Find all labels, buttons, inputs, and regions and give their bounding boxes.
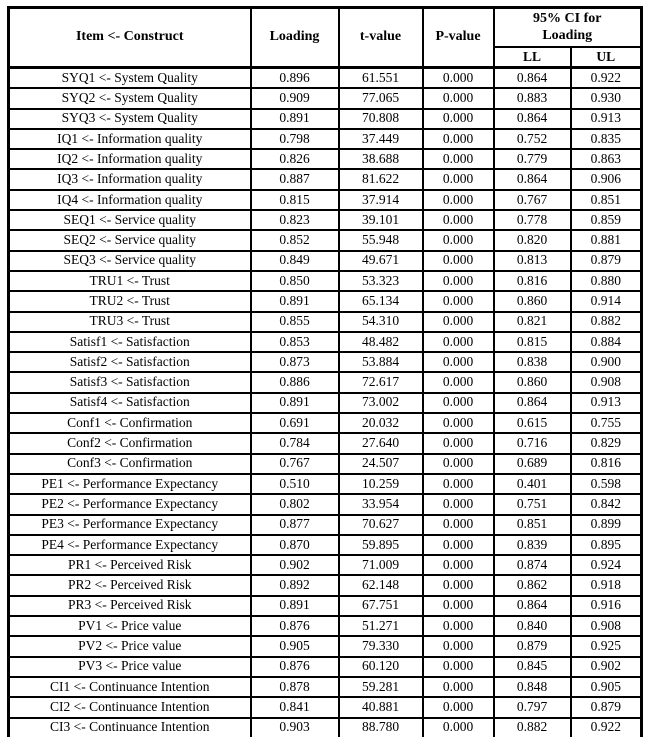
loading-cell: 0.903 [251, 718, 339, 737]
header-row-main [9, 8, 642, 48]
p-value-cell: 0.000 [423, 109, 494, 129]
item-construct-cell: CI2 <- Continuance Intention [9, 697, 251, 717]
ll-cell: 0.851 [494, 515, 571, 535]
ll-cell: 0.820 [494, 230, 571, 250]
t-value-cell: 61.551 [339, 68, 423, 89]
ll-cell: 0.864 [494, 68, 571, 89]
p-value-cell: 0.000 [423, 372, 494, 392]
table-row [9, 413, 642, 433]
loading-cell: 0.850 [251, 271, 339, 291]
t-value-cell: 72.617 [339, 372, 423, 392]
p-value-cell: 0.000 [423, 454, 494, 474]
item-construct-cell: SEQ2 <- Service quality [9, 230, 251, 250]
ll-cell: 0.752 [494, 129, 571, 149]
ll-cell: 0.879 [494, 636, 571, 656]
ll-cell: 0.615 [494, 413, 571, 433]
ll-cell: 0.821 [494, 312, 571, 332]
item-construct-cell: SYQ2 <- System Quality [9, 88, 251, 108]
table-row [9, 718, 642, 737]
p-value-cell: 0.000 [423, 129, 494, 149]
loading-cell: 0.877 [251, 515, 339, 535]
ul-cell: 0.925 [571, 636, 642, 656]
loading-cell: 0.852 [251, 230, 339, 250]
loading-cell: 0.896 [251, 68, 339, 89]
loading-cell: 0.878 [251, 677, 339, 697]
table-body [9, 68, 642, 737]
ul-cell: 0.908 [571, 372, 642, 392]
t-value-cell: 71.009 [339, 555, 423, 575]
t-value-cell: 53.884 [339, 352, 423, 372]
item-construct-cell: SYQ1 <- System Quality [9, 68, 251, 89]
t-value-cell: 48.482 [339, 332, 423, 352]
ll-cell: 0.767 [494, 190, 571, 210]
ll-cell: 0.778 [494, 210, 571, 230]
loading-cell: 0.902 [251, 555, 339, 575]
loading-cell: 0.823 [251, 210, 339, 230]
table-row [9, 149, 642, 169]
t-value-cell: 65.134 [339, 291, 423, 311]
loading-cell: 0.784 [251, 433, 339, 453]
p-value-cell: 0.000 [423, 312, 494, 332]
table-row [9, 190, 642, 210]
p-value-cell: 0.000 [423, 88, 494, 108]
item-construct-cell: Conf2 <- Confirmation [9, 433, 251, 453]
ul-cell: 0.899 [571, 515, 642, 535]
item-construct-cell: IQ2 <- Information quality [9, 149, 251, 169]
item-construct-cell: Conf3 <- Confirmation [9, 454, 251, 474]
p-value-cell: 0.000 [423, 210, 494, 230]
p-value-cell: 0.000 [423, 352, 494, 372]
ul-cell: 0.902 [571, 657, 642, 677]
p-value-cell: 0.000 [423, 596, 494, 616]
loading-cell: 0.841 [251, 697, 339, 717]
item-construct-cell: PV1 <- Price value [9, 616, 251, 636]
ul-cell: 0.879 [571, 251, 642, 271]
ul-cell: 0.913 [571, 393, 642, 413]
col-header-t-value: t-value [339, 8, 423, 68]
item-construct-cell: SEQ3 <- Service quality [9, 251, 251, 271]
ll-cell: 0.716 [494, 433, 571, 453]
ul-cell: 0.900 [571, 352, 642, 372]
ul-cell: 0.842 [571, 494, 642, 514]
item-construct-cell: CI3 <- Continuance Intention [9, 718, 251, 737]
p-value-cell: 0.000 [423, 535, 494, 555]
table-row [9, 109, 642, 129]
t-value-cell: 73.002 [339, 393, 423, 413]
item-construct-cell: PE1 <- Performance Expectancy [9, 474, 251, 494]
ll-cell: 0.874 [494, 555, 571, 575]
loading-cell: 0.767 [251, 454, 339, 474]
ul-cell: 0.916 [571, 596, 642, 616]
table-row [9, 636, 642, 656]
table-row [9, 372, 642, 392]
p-value-cell: 0.000 [423, 474, 494, 494]
ul-cell: 0.863 [571, 149, 642, 169]
table-row [9, 291, 642, 311]
loading-cell: 0.873 [251, 352, 339, 372]
table-row [9, 251, 642, 271]
t-value-cell: 51.271 [339, 616, 423, 636]
ll-cell: 0.864 [494, 596, 571, 616]
item-construct-cell: PR1 <- Perceived Risk [9, 555, 251, 575]
p-value-cell: 0.000 [423, 68, 494, 89]
t-value-cell: 53.323 [339, 271, 423, 291]
item-construct-cell: SEQ1 <- Service quality [9, 210, 251, 230]
table-row [9, 393, 642, 413]
ul-cell: 0.905 [571, 677, 642, 697]
ul-cell: 0.914 [571, 291, 642, 311]
t-value-cell: 40.881 [339, 697, 423, 717]
ll-cell: 0.845 [494, 657, 571, 677]
table-row [9, 657, 642, 677]
ll-cell: 0.797 [494, 697, 571, 717]
ll-cell: 0.860 [494, 291, 571, 311]
t-value-cell: 24.507 [339, 454, 423, 474]
ul-cell: 0.829 [571, 433, 642, 453]
loading-cell: 0.891 [251, 109, 339, 129]
t-value-cell: 67.751 [339, 596, 423, 616]
table-row [9, 616, 642, 636]
table-row [9, 555, 642, 575]
ll-cell: 0.816 [494, 271, 571, 291]
loading-cell: 0.691 [251, 413, 339, 433]
t-value-cell: 55.948 [339, 230, 423, 250]
ul-cell: 0.930 [571, 88, 642, 108]
ll-cell: 0.839 [494, 535, 571, 555]
loading-cell: 0.849 [251, 251, 339, 271]
t-value-cell: 27.640 [339, 433, 423, 453]
p-value-cell: 0.000 [423, 494, 494, 514]
p-value-cell: 0.000 [423, 575, 494, 595]
ll-cell: 0.882 [494, 718, 571, 737]
ll-cell: 0.864 [494, 169, 571, 189]
t-value-cell: 60.120 [339, 657, 423, 677]
t-value-cell: 79.330 [339, 636, 423, 656]
item-construct-cell: SYQ3 <- System Quality [9, 109, 251, 129]
ul-cell: 0.755 [571, 413, 642, 433]
item-construct-cell: Satisf3 <- Satisfaction [9, 372, 251, 392]
ul-cell: 0.913 [571, 109, 642, 129]
col-header-p-value: P-value [423, 8, 494, 68]
loading-cell: 0.892 [251, 575, 339, 595]
item-construct-cell: Conf1 <- Confirmation [9, 413, 251, 433]
ll-cell: 0.838 [494, 352, 571, 372]
item-construct-cell: Satisf2 <- Satisfaction [9, 352, 251, 372]
table-row [9, 68, 642, 89]
table-row [9, 535, 642, 555]
loading-cell: 0.815 [251, 190, 339, 210]
table-row [9, 332, 642, 352]
ll-cell: 0.864 [494, 109, 571, 129]
loading-cell: 0.891 [251, 393, 339, 413]
item-construct-cell: PV3 <- Price value [9, 657, 251, 677]
ul-cell: 0.884 [571, 332, 642, 352]
table-row [9, 169, 642, 189]
t-value-cell: 88.780 [339, 718, 423, 737]
p-value-cell: 0.000 [423, 657, 494, 677]
ul-cell: 0.851 [571, 190, 642, 210]
item-construct-cell: TRU2 <- Trust [9, 291, 251, 311]
col-header-ci-group [494, 8, 642, 48]
table-row [9, 575, 642, 595]
p-value-cell: 0.000 [423, 718, 494, 737]
loading-cell: 0.798 [251, 129, 339, 149]
ul-cell: 0.906 [571, 169, 642, 189]
loading-cell: 0.870 [251, 535, 339, 555]
ul-cell: 0.882 [571, 312, 642, 332]
loading-cell: 0.876 [251, 657, 339, 677]
table-row [9, 697, 642, 717]
ll-cell: 0.860 [494, 372, 571, 392]
item-construct-cell: PE4 <- Performance Expectancy [9, 535, 251, 555]
loading-cell: 0.887 [251, 169, 339, 189]
item-construct-cell: CI1 <- Continuance Intention [9, 677, 251, 697]
ll-cell: 0.848 [494, 677, 571, 697]
t-value-cell: 10.259 [339, 474, 423, 494]
col-header-ll: LL [494, 47, 571, 68]
p-value-cell: 0.000 [423, 332, 494, 352]
t-value-cell: 62.148 [339, 575, 423, 595]
table-row [9, 433, 642, 453]
t-value-cell: 70.627 [339, 515, 423, 535]
p-value-cell: 0.000 [423, 677, 494, 697]
loadings-table [7, 6, 643, 737]
loading-cell: 0.802 [251, 494, 339, 514]
t-value-cell: 54.310 [339, 312, 423, 332]
p-value-cell: 0.000 [423, 169, 494, 189]
t-value-cell: 70.808 [339, 109, 423, 129]
loading-cell: 0.855 [251, 312, 339, 332]
loading-cell: 0.886 [251, 372, 339, 392]
table-row [9, 352, 642, 372]
loading-cell: 0.510 [251, 474, 339, 494]
ll-cell: 0.779 [494, 149, 571, 169]
p-value-cell: 0.000 [423, 515, 494, 535]
ul-cell: 0.881 [571, 230, 642, 250]
p-value-cell: 0.000 [423, 636, 494, 656]
item-construct-cell: PV2 <- Price value [9, 636, 251, 656]
table-row [9, 454, 642, 474]
loading-cell: 0.853 [251, 332, 339, 352]
p-value-cell: 0.000 [423, 230, 494, 250]
t-value-cell: 33.954 [339, 494, 423, 514]
ul-cell: 0.880 [571, 271, 642, 291]
loading-cell: 0.891 [251, 596, 339, 616]
table-row [9, 596, 642, 616]
table-row [9, 230, 642, 250]
table-row [9, 210, 642, 230]
ll-cell: 0.401 [494, 474, 571, 494]
ci-group-label: 95% CI for Loading [533, 11, 602, 43]
loading-cell: 0.876 [251, 616, 339, 636]
ul-cell: 0.922 [571, 68, 642, 89]
item-construct-cell: TRU1 <- Trust [9, 271, 251, 291]
item-construct-cell: PE3 <- Performance Expectancy [9, 515, 251, 535]
ll-cell: 0.813 [494, 251, 571, 271]
p-value-cell: 0.000 [423, 555, 494, 575]
item-construct-cell: Satisf1 <- Satisfaction [9, 332, 251, 352]
t-value-cell: 59.281 [339, 677, 423, 697]
ul-cell: 0.918 [571, 575, 642, 595]
table-row [9, 474, 642, 494]
table-row [9, 129, 642, 149]
p-value-cell: 0.000 [423, 149, 494, 169]
t-value-cell: 81.622 [339, 169, 423, 189]
table-row [9, 677, 642, 697]
p-value-cell: 0.000 [423, 413, 494, 433]
t-value-cell: 49.671 [339, 251, 423, 271]
t-value-cell: 77.065 [339, 88, 423, 108]
t-value-cell: 38.688 [339, 149, 423, 169]
t-value-cell: 37.449 [339, 129, 423, 149]
item-construct-cell: PR3 <- Perceived Risk [9, 596, 251, 616]
t-value-cell: 37.914 [339, 190, 423, 210]
p-value-cell: 0.000 [423, 190, 494, 210]
item-construct-cell: IQ1 <- Information quality [9, 129, 251, 149]
ll-cell: 0.815 [494, 332, 571, 352]
ll-cell: 0.862 [494, 575, 571, 595]
p-value-cell: 0.000 [423, 291, 494, 311]
p-value-cell: 0.000 [423, 433, 494, 453]
ul-cell: 0.816 [571, 454, 642, 474]
item-construct-cell: PE2 <- Performance Expectancy [9, 494, 251, 514]
t-value-cell: 20.032 [339, 413, 423, 433]
ll-cell: 0.864 [494, 393, 571, 413]
table-row [9, 515, 642, 535]
item-construct-cell: PR2 <- Perceived Risk [9, 575, 251, 595]
table-row [9, 312, 642, 332]
loading-cell: 0.826 [251, 149, 339, 169]
item-construct-cell: TRU3 <- Trust [9, 312, 251, 332]
table-header [9, 8, 642, 68]
p-value-cell: 0.000 [423, 251, 494, 271]
table-row [9, 88, 642, 108]
ll-cell: 0.840 [494, 616, 571, 636]
col-header-loading: Loading [251, 8, 339, 68]
table-row [9, 494, 642, 514]
ul-cell: 0.835 [571, 129, 642, 149]
item-construct-cell: Satisf4 <- Satisfaction [9, 393, 251, 413]
item-construct-cell: IQ3 <- Information quality [9, 169, 251, 189]
col-header-ul: UL [571, 47, 642, 68]
table-row [9, 271, 642, 291]
t-value-cell: 39.101 [339, 210, 423, 230]
ul-cell: 0.908 [571, 616, 642, 636]
p-value-cell: 0.000 [423, 271, 494, 291]
ul-cell: 0.879 [571, 697, 642, 717]
ul-cell: 0.924 [571, 555, 642, 575]
ul-cell: 0.895 [571, 535, 642, 555]
ll-cell: 0.689 [494, 454, 571, 474]
ul-cell: 0.922 [571, 718, 642, 737]
p-value-cell: 0.000 [423, 616, 494, 636]
p-value-cell: 0.000 [423, 393, 494, 413]
loading-cell: 0.905 [251, 636, 339, 656]
t-value-cell: 59.895 [339, 535, 423, 555]
col-header-item-construct: Item <- Construct [9, 8, 251, 68]
ul-cell: 0.598 [571, 474, 642, 494]
ll-cell: 0.883 [494, 88, 571, 108]
p-value-cell: 0.000 [423, 697, 494, 717]
ll-cell: 0.751 [494, 494, 571, 514]
loading-cell: 0.891 [251, 291, 339, 311]
item-construct-cell: IQ4 <- Information quality [9, 190, 251, 210]
loading-cell: 0.909 [251, 88, 339, 108]
ul-cell: 0.859 [571, 210, 642, 230]
